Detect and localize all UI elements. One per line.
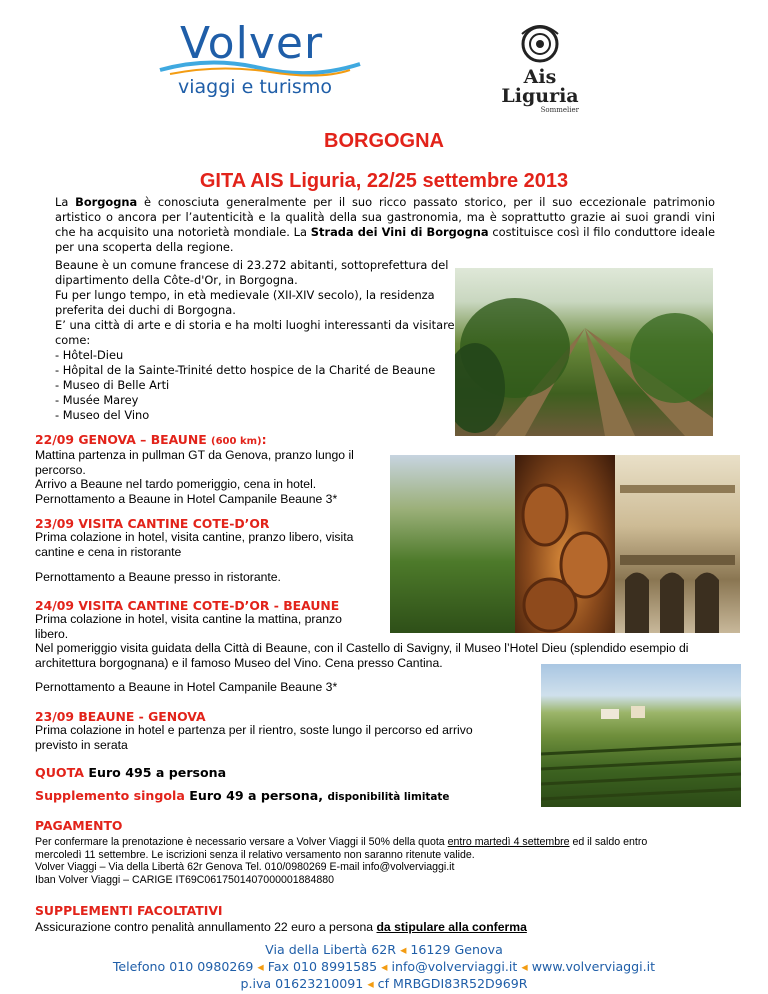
payment-line: [35, 836, 755, 849]
footer-line1: [0, 942, 768, 957]
intro-line: E’ una città di arte e di storia e ha molti luoghi interessanti da visitare: [55, 318, 455, 332]
day1-body: [35, 448, 395, 506]
day2-line: cantine e cena in ristorante: [35, 544, 182, 559]
ais-line2: Liguria: [501, 85, 579, 107]
day1-line: percorso.: [35, 462, 86, 477]
intro-bold-strada: Strada dei Vini di Borgogna: [310, 225, 489, 239]
day1-line: Mattina partenza in pullman GT da Genova, pranzo lungo il: [35, 448, 354, 462]
payment-body: [35, 836, 755, 886]
intro-lines: [55, 258, 455, 423]
payment-text: Per confermare la prenotazione è necessario versare a Volver Viaggi il 50% della quota: [35, 836, 448, 848]
vineyard-rows-icon: [455, 268, 713, 436]
day4-line: Prima colazione in hotel e partenza per il rientro, soste lungo il percorso ed arrivo: [35, 723, 473, 737]
quota-value: Euro 495 a persona: [88, 765, 227, 780]
optional-condition: da stipulare alla conferma: [376, 920, 527, 934]
separator-icon: ◂: [381, 959, 388, 974]
separator-icon: ◂: [400, 942, 407, 957]
landscape-photo: [541, 664, 741, 807]
intro-line: Fu per lungo tempo, in età medievale (XII-XIV secolo), la residenza: [55, 288, 435, 302]
day2-line: Prima colazione in hotel, visita cantine, pranzo libero, visita: [35, 530, 354, 544]
supplement-note: disponibilità limitate: [327, 791, 450, 803]
volver-logo: [150, 18, 365, 106]
intro-list-item: - Hôpital de la Sainte-Trinité detto hospice de la Charité de Beaune: [55, 363, 436, 377]
payment-line: mercoledì 11 settembre. Le iscrizioni senza il relativo versamento non saranno ritenute valide.: [35, 848, 475, 861]
day1-heading-text: 22/09 GENOVA – BEAUNE: [35, 432, 207, 447]
volver-wordmark: Volver: [180, 18, 324, 69]
separator-icon: ◂: [521, 959, 528, 974]
separator-icon: ◂: [367, 976, 374, 991]
payment-line: Iban Volver Viaggi – CARIGE IT69C0617501407000001884880: [35, 873, 335, 886]
day1-heading-colon: :: [261, 432, 267, 447]
day1-distance: (600 km): [211, 436, 262, 447]
day4-body: [35, 723, 535, 752]
payment-heading: PAGAMENTO: [35, 818, 123, 833]
vineyard-photo: [455, 268, 713, 436]
optional-heading: SUPPLEMENTI FACOLTATIVI: [35, 903, 223, 918]
intro-line: come:: [55, 333, 91, 347]
ais-emblem-icon: [518, 24, 562, 64]
supplement-value: Euro 49 a persona,: [189, 788, 324, 803]
ais-logo: [495, 24, 585, 112]
footer-email-link[interactable]: info@volverviaggi.it: [391, 959, 518, 974]
barrel-icon: [515, 455, 615, 633]
day4-heading: 23/09 BEAUNE - GENOVA: [35, 709, 206, 724]
ais-line1: Ais: [523, 66, 557, 88]
footer-vat: p.iva 01623210091: [240, 976, 364, 991]
day3-line: Prima colazione in hotel, visita cantine la mattina, pranzo: [35, 612, 342, 626]
optional-text: Assicurazione contro penalità annullamento 22 euro a persona: [35, 920, 377, 934]
day3-line: libero.: [35, 626, 69, 641]
day3-line: Nel pomeriggio visita guidata della Città di Beaune, con il Castello di Savigny, il Museo l’Hotel Dieu (splendido esempio di: [35, 641, 689, 655]
day2-heading: 23/09 VISITA CANTINE COTE-D’OR: [35, 516, 270, 531]
footer-website-link[interactable]: www.volverviaggi.it: [531, 959, 656, 974]
day1-line: Pernottamento a Beaune in Hotel Campanile Beaune 3*: [35, 491, 338, 506]
day3-extra: Pernottamento a Beaune in Hotel Campanile Beaune 3*: [35, 680, 338, 694]
optional-body: [35, 920, 527, 935]
payment-line: Volver Viaggi – Via della Libertà 62r Genova Tel. 010/0980269 E-mail info@volverviaggi.it: [35, 861, 455, 873]
day2-extra: Pernottamento a Beaune presso in ristorante.: [35, 570, 281, 584]
intro-line: dipartimento della Côte-d'Or, in Borgogna.: [55, 273, 298, 287]
hospice-photo: [615, 455, 740, 633]
intro-paragraph: [55, 195, 715, 255]
day3-body: [35, 612, 735, 670]
page-subtitle: GITA AIS Liguria, 22/25 settembre 2013: [199, 170, 569, 192]
footer-fiscal-code: cf MRBGDI83R52D969R: [377, 976, 528, 991]
barrels-photo: [515, 455, 615, 633]
payment-deadline: entro martedì 4 settembre: [447, 836, 570, 848]
arcade-icon: [615, 455, 740, 633]
intro-text: La: [55, 195, 76, 209]
footer-fax: Fax 010 8991585: [267, 959, 378, 974]
footer-address: Via della Libertà 62R: [265, 942, 397, 957]
footer-city: 16129 Genova: [410, 942, 503, 957]
wine-collage-photo: [390, 455, 740, 633]
footer-line3: [0, 976, 768, 991]
harvest-photo: [390, 455, 515, 633]
ais-sub: Sommelier: [540, 106, 579, 114]
page-title: BORGOGNA: [324, 130, 444, 152]
quota-label: QUOTA: [35, 765, 84, 780]
intro-line: preferita dei duchi di Borgogna.: [55, 303, 236, 317]
payment-text: ed il saldo entro: [569, 836, 648, 848]
day1-line: Arrivo a Beaune nel tardo pomeriggio, cena in hotel.: [35, 477, 317, 491]
intro-list-item: - Musée Marey: [55, 393, 139, 407]
separator-icon: ◂: [257, 959, 264, 974]
supplement-label: Supplemento singola: [35, 788, 185, 803]
intro-line: Beaune è un comune francese di 23.272 abitanti, sottoprefettura del: [55, 258, 449, 272]
day1-heading: [35, 432, 267, 447]
intro-list-item: - Museo del Vino: [55, 408, 150, 422]
day4-line: previsto in serata: [35, 737, 128, 752]
day3-heading: 24/09 VISITA CANTINE COTE-D’OR - BEAUNE: [35, 598, 340, 613]
village-icon: [541, 664, 741, 807]
intro-bold-borgogna: Borgogna: [75, 195, 138, 209]
intro-text: costituisce così il filo conduttore ideale per una scoperta della regione.: [55, 225, 715, 254]
footer-phone: Telefono 010 0980269: [112, 959, 254, 974]
day3-line: architettura borgognana) e il famoso Museo del Vino. Cena presso Cantina.: [35, 655, 443, 670]
intro-list-item: - Museo di Belle Arti: [55, 378, 170, 392]
intro-text: è conosciuta generalmente per il suo ricco passato storico, per il suo eccezionale patrimonio artistico o ancora per l’autenticità e la qualità della sua gastronomia, ma è soprattutto grazie ai suoi grandi vini che ha acquisito una notorietà mondiale. La: [55, 195, 715, 239]
supplement-line: [35, 788, 449, 803]
quota-line: [35, 765, 226, 780]
volver-tagline: viaggi e turismo: [178, 76, 332, 98]
footer-line2: [0, 959, 768, 974]
day2-body: [35, 530, 395, 559]
intro-list-item: - Hôtel-Dieu: [55, 348, 124, 362]
